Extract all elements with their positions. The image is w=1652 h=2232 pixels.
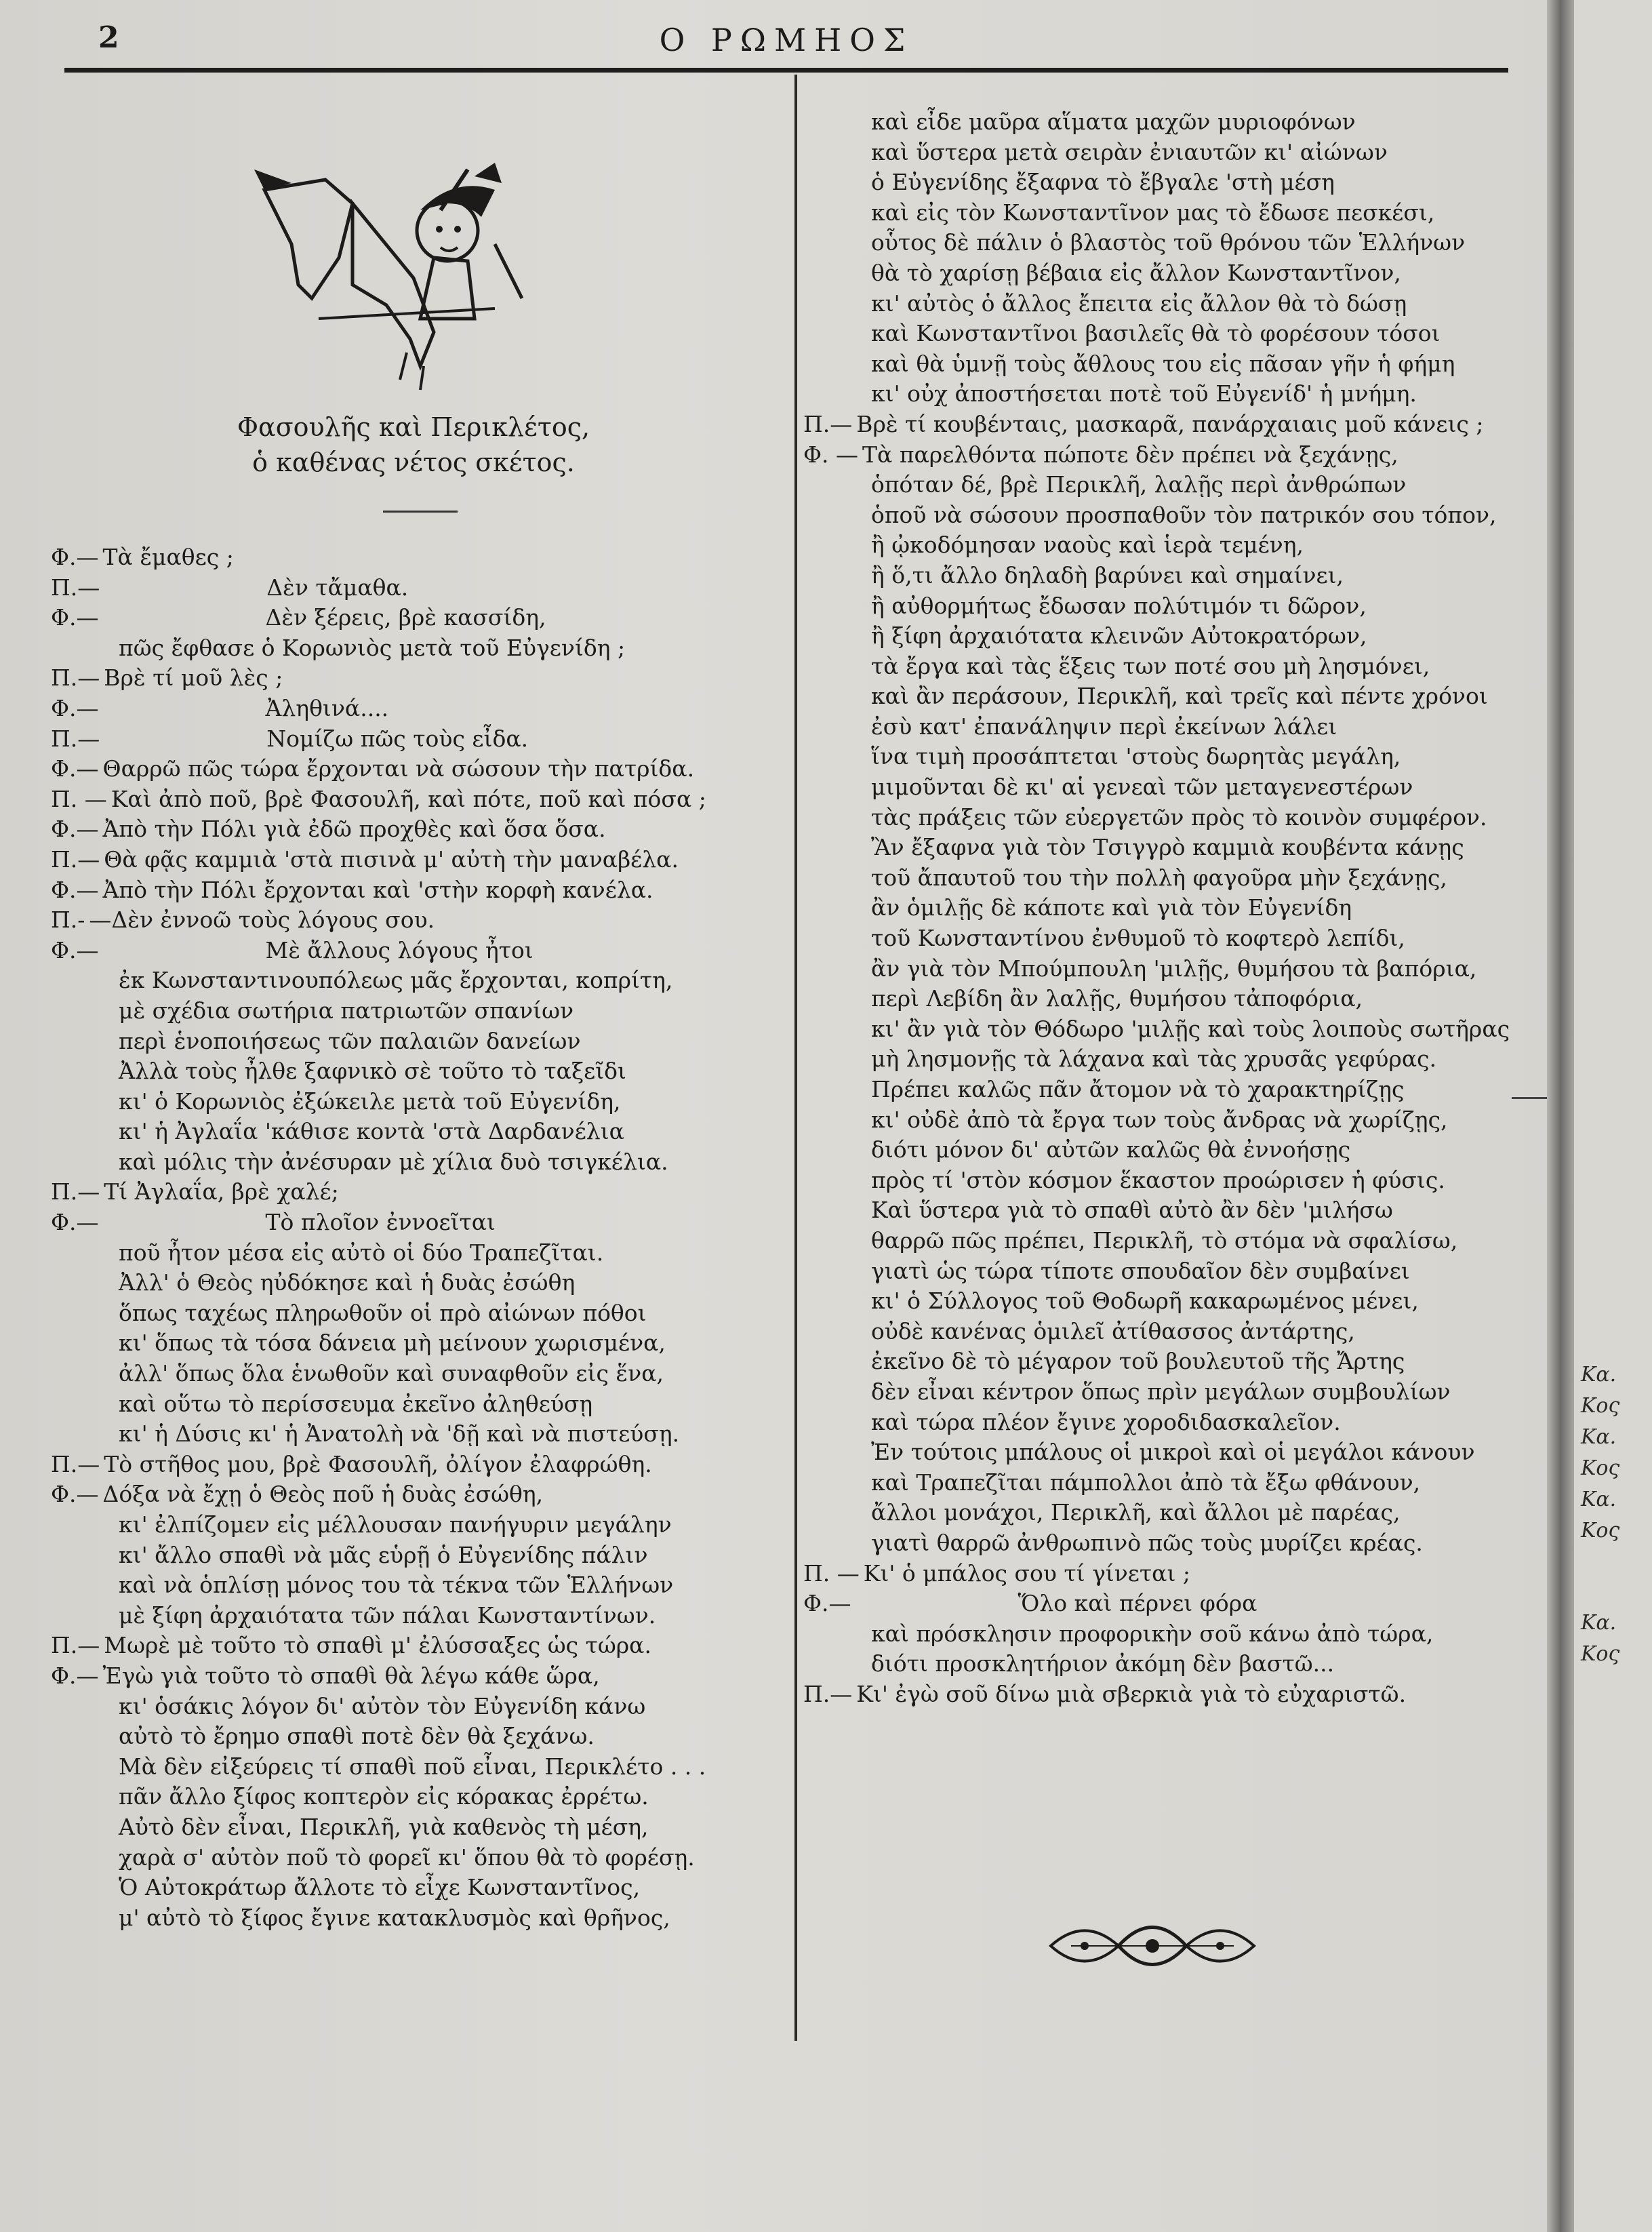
verse-line (803, 893, 1542, 923)
verse-line (803, 1075, 1542, 1105)
verse-line (51, 1208, 769, 1238)
verse-line (51, 1540, 769, 1571)
verse-text: πᾶν ἄλλο ξίφος κοπτερὸν εἰς κόρακας ἐρρέτω. (119, 1783, 649, 1810)
verse-line (803, 530, 1542, 561)
verse-line (803, 1619, 1542, 1650)
verse-line (803, 500, 1542, 531)
verse-text: ἂν γιὰ τὸν Μπούμπουλη 'μιλῇς, θυμήσου τὰ βαπόρια, (871, 955, 1477, 982)
verse-text: κι' ἡ Ἀγλαΐα 'κάθισε κοντὰ 'στὰ Δαρδανέλια (119, 1118, 624, 1145)
verse-line (803, 923, 1542, 954)
speaker-label: Φ.— (51, 1481, 99, 1508)
speaker-label: Φ.— (51, 936, 99, 963)
binding-gutter (1547, 0, 1574, 2232)
verse-text: κι' ὅπως τὰ τόσα δάνεια μὴ μείνουν χωρισμένα, (119, 1330, 666, 1357)
speaker-label: Φ.— (51, 544, 99, 570)
verse-text: Ἂν ἔξαφνα γιὰ τὸν Τσιγγρὸ καμμιὰ κουβέντα κάνῃς (871, 834, 1464, 861)
verse-text: καὶ πρόσκλησιν προφορικὴν σοῦ κάνω ἀπὸ τώρα, (871, 1620, 1434, 1647)
speaker-label: Φ. — (803, 441, 859, 468)
verse-text: κι' ἐλπίζομεν εἰς μέλλουσαν πανήγυριν μεγάλην (119, 1511, 672, 1538)
verse-line (803, 652, 1542, 682)
verse-line (803, 561, 1542, 591)
verse-text: Θαρρῶ πῶς τώρα ἔρχονται νὰ σώσουν τὴν πατρίδα. (102, 755, 695, 782)
verse-line (51, 1601, 769, 1631)
verse-line (803, 138, 1542, 168)
verse-text: Μὲ ἄλλους λόγους ἦτοι (265, 936, 533, 963)
verse-text: Δόξα νὰ ἔχῃ ὁ Θεὸς ποῦ ἡ δυὰς ἐσώθη, (102, 1481, 544, 1508)
speaker-label: Π. — (803, 1559, 860, 1587)
next-page-fragment: Κα. (1581, 1425, 1617, 1449)
next-page-fragment: Κος (1581, 1456, 1620, 1480)
verse-line (803, 1014, 1542, 1045)
verse-line (803, 681, 1542, 712)
verse-line (51, 1087, 769, 1117)
verse-line (803, 1589, 1542, 1619)
verse-text: ἢ αὐθορμήτως ἔδωσαν πολύτιμόν τι δῶρον, (871, 592, 1367, 619)
next-page-fragment: Κα. (1581, 1611, 1617, 1635)
verse-text: Μωρὲ μὲ τοῦτο τὸ σπαθὶ μ' ἐλύσσαξες ὡς τώρα. (104, 1632, 651, 1659)
verse-text: ἐσὺ κατ' ἐπανάληψιν περὶ ἐκείνων λάλει (871, 713, 1337, 740)
verse-line (803, 1528, 1542, 1559)
verse-text: τὰς πράξεις τῶν εὐεργετῶν πρὸς τὸ κοινὸν συμφέρον. (871, 803, 1487, 831)
verse-line (51, 1450, 769, 1480)
verse-text: κι' αὐτὸς ὁ ἄλλος ἔπειτα εἰς ἄλλον θὰ τὸ δώσῃ (871, 290, 1407, 317)
verse-text: Δὲν ξέρεις, βρὲ κασσίδη, (265, 604, 546, 631)
verse-line (51, 1479, 769, 1510)
verse-line (803, 1044, 1542, 1075)
verse-line (803, 1408, 1542, 1438)
verse-text: ποῦ ἦτον μέσα εἰς αὐτὸ οἱ δύο Τραπεζῖται. (119, 1239, 604, 1266)
next-page-fragment: Κος (1581, 1394, 1620, 1418)
verse-text: Βρὲ τί κουβένταις, μασκαρᾶ, πανάρχαιαις μοῦ κάνεις ; (856, 410, 1484, 437)
verse-line (803, 1226, 1542, 1256)
verse-line (51, 1177, 769, 1208)
verse-line (803, 1195, 1542, 1226)
verse-line (803, 289, 1542, 319)
verse-text: Τὸ πλοῖον ἐννοεῖται (265, 1209, 496, 1236)
verse-text: Ὁ Αὐτοκράτωρ ἄλλοτε τὸ εἶχε Κωνσταντῖνος, (119, 1874, 641, 1901)
speaker-label: Φ.— (51, 694, 99, 721)
verse-text: γιατὶ ὡς τώρα τίποτε σπουδαῖον δὲν συμβαίνει (871, 1257, 1410, 1284)
verse-line (803, 198, 1542, 228)
verse-text: τοῦ ἄπαυτοῦ του τὴν πολλὴ φαγοῦρα μὴν ξεχάνῃς, (871, 864, 1447, 891)
verse-text: ὁποῦ νὰ σώσουν προσπαθοῦν τὸν πατρικόν σου τόπον, (871, 501, 1497, 528)
verse-line (51, 633, 769, 664)
verse-text: Ἀπὸ τὴν Πόλι ἔρχονται καὶ 'στὴν κορφὴ κανέλα. (102, 876, 653, 903)
verse-text: ἂν ὁμιλῇς δὲ κάποτε καὶ γιὰ τὸν Εὐγενίδη (871, 894, 1352, 921)
verse-line (51, 1570, 769, 1601)
verse-text: Μὰ δὲν εἰξεύρεις τί σπαθὶ ποῦ εἶναι, Περικλέτο . . . (119, 1753, 706, 1780)
verse-line (803, 167, 1542, 198)
verse-line (51, 663, 769, 694)
verse-line (51, 1147, 769, 1178)
verse-text: μ' αὐτὸ τὸ ξίφος ἔγινε κατακλυσμὸς καὶ θρῆνος, (119, 1904, 670, 1931)
verse-text: Ἐν τούτοις μπάλους οἱ μικροὶ καὶ οἱ μεγάλοι κάνουν (871, 1439, 1475, 1466)
speaker-label: Π.— (51, 845, 100, 873)
verse-line (51, 1782, 769, 1812)
verse-line (803, 228, 1542, 258)
verse-text: Βρὲ τί μοῦ λὲς ; (104, 664, 283, 692)
verse-text: Τὰ ἔμαθες ; (102, 544, 234, 570)
verse-line (803, 1105, 1542, 1136)
verse-text: καὶ Κωνσταντῖνοι βασιλεῖς θὰ τὸ φορέσουν τόσοι (871, 320, 1441, 347)
ornament-flourish-icon (1044, 1909, 1261, 1983)
verse-line (51, 1721, 769, 1752)
verse-line (51, 1752, 769, 1782)
verse-text: θὰ τὸ χαρίσῃ βέβαια εἰς ἄλλον Κωνσταντῖνον, (871, 259, 1401, 286)
verse-line (803, 1165, 1542, 1196)
verse-line (803, 349, 1542, 380)
verse-text: κι' ὁ Σύλλογος τοῦ Θοδωρῆ κακαρωμένος μένει, (871, 1288, 1419, 1315)
verse-line (803, 1377, 1542, 1408)
verse-text: διότι προσκλητήριον ἀκόμη δὲν βαστῶ... (871, 1650, 1335, 1677)
speaker-label: Π.— (51, 1178, 100, 1205)
verse-line (51, 603, 769, 633)
verse-text: δὲν εἶναι κέντρον ὅπως πρὶν μεγάλων συμβουλίων (871, 1378, 1451, 1405)
verse-text: κι' οὐδὲ ἀπὸ τὰ ἔργα των τοὺς ἄνδρας νὰ χωρίζῃς, (871, 1106, 1448, 1133)
verse-line (51, 1510, 769, 1540)
speaker-label: Φ.— (51, 876, 99, 903)
verse-text: ἢ ᾠκοδόμησαν ναοὺς καὶ ἱερὰ τεμένη, (871, 532, 1304, 559)
caption-rule (383, 511, 458, 513)
verse-text: ἄλλοι μονάχοι, Περικλῆ, καὶ ἄλλοι μὲ παρέας, (871, 1499, 1401, 1526)
verse-text: Κι' ὁ μπάλος σου τί γίνεται ; (863, 1559, 1190, 1587)
verse-line (803, 470, 1542, 500)
verse-text: Ἀλλ' ὁ Θεὸς ηὐδόκησε καὶ ἡ δυὰς ἐσώθη (119, 1269, 576, 1296)
verse-line (51, 905, 769, 936)
verse-line (803, 1437, 1542, 1468)
speaker-label: Π.— (803, 1680, 853, 1707)
next-page-fragment: Κος (1581, 1642, 1620, 1666)
verse-line (51, 1359, 769, 1389)
left-column (51, 542, 769, 1933)
speaker-label: Π.— (51, 574, 100, 601)
speaker-label: Φ.— (803, 1590, 851, 1617)
verse-text: Αὐτὸ δὲν εἶναι, Περικλῆ, γιὰ καθενὸς τὴ μέση, (119, 1813, 649, 1840)
verse-text: κι' οὐχ ἀποστήσεται ποτὲ τοῦ Εὐγενίδ' ἡ μνήμη. (871, 380, 1417, 407)
verse-text: Δὲν τἄμαθα. (266, 574, 409, 601)
verse-text: Ὅλο καὶ πέρνει φόρα (1018, 1590, 1257, 1617)
verse-line (51, 1661, 769, 1692)
verse-line (803, 591, 1542, 622)
page-number: 2 (98, 20, 119, 55)
verse-line (803, 1286, 1542, 1317)
verse-text: Κι' ἐγὼ σοῦ δίνω μιὰ σβερκιὰ γιὰ τὸ εὐχαριστῶ. (856, 1680, 1407, 1707)
verse-line (803, 863, 1542, 894)
right-column (803, 107, 1542, 1709)
verse-text: καὶ τώρα πλέον ἔγινε χοροδιδασκαλεῖον. (871, 1408, 1341, 1435)
verse-line (803, 1498, 1542, 1528)
verse-line (51, 1056, 769, 1087)
speaker-label: Π.— (51, 1632, 100, 1659)
verse-line (51, 1873, 769, 1903)
verse-text: οὐδὲ κανένας ὁμιλεῖ ἀτίθασσος ἀντάρτης, (871, 1317, 1355, 1344)
speaker-label: Φ.— (51, 816, 99, 843)
verse-text: καὶ θὰ ὑμνῇ τοὺς ἄθλους του εἰς πᾶσαν γῆν ἡ φήμη (871, 350, 1455, 377)
verse-text: πρὸς τί 'στὸν κόσμον ἕκαστον προώρισεν ἡ φύσις. (871, 1166, 1445, 1193)
verse-line (51, 694, 769, 724)
next-page-edge (1574, 0, 1652, 2232)
verse-text: ἐκ Κωνσταντινουπόλεως μᾶς ἔρχονται, κοπρίτη, (119, 967, 673, 994)
column-divider (794, 75, 797, 2041)
verse-line (803, 803, 1542, 833)
next-page-fragment: Κος (1581, 1519, 1620, 1542)
verse-line (51, 1903, 769, 1934)
verse-line (51, 1328, 769, 1359)
verse-line (51, 1298, 769, 1329)
verse-line (51, 1812, 769, 1843)
verse-text: καὶ μόλις τὴν ἀνέσυραν μὲ χίλια δυὸ τσιγκέλια. (119, 1148, 668, 1175)
verse-text: καὶ εἰς τὸν Κωνσταντῖνον μας τὸ ἔδωσε πεσκέσι, (871, 199, 1435, 226)
verse-line (803, 1317, 1542, 1347)
verse-line (803, 772, 1542, 803)
speaker-label: Φ.— (51, 1209, 99, 1236)
speaker-label: Φ.— (51, 755, 99, 782)
verse-text: —Δὲν ἐννοῶ τοὺς λόγους σου. (89, 906, 435, 934)
verse-text: ὁπόταν δέ, βρὲ Περικλῆ, λαλῇς περὶ ἀνθρώπων (871, 471, 1407, 498)
speaker-label: Π.— (51, 1450, 100, 1477)
verse-text: μὴ λησμονῇς τὰ λάχανα καὶ τὰς χρυσᾶς γεφύρας. (871, 1045, 1437, 1073)
verse-text: ἢ ξίφη ἀρχαιότατα κλεινῶν Αὐτοκρατόρων, (871, 622, 1367, 650)
speaker-label: Φ.— (51, 1662, 99, 1689)
verse-line (51, 1389, 769, 1420)
verse-text: Θὰ φᾷς καμμιὰ 'στὰ πισινὰ μ' αὐτὴ τὴν μαναβέλα. (104, 845, 679, 873)
verse-text: περὶ ἑνοποιήσεως τῶν παλαιῶν δανείων (119, 1027, 581, 1054)
verse-text: καὶ νὰ ὁπλίσῃ μόνος του τὰ τέκνα τῶν Ἑλλήνων (119, 1572, 674, 1599)
verse-line (803, 410, 1542, 440)
verse-line (803, 621, 1542, 652)
verse-text: καὶ ὕστερα μετὰ σειρὰν ἐνιαυτῶν κι' αἰώνων (871, 138, 1388, 165)
verse-line (803, 1679, 1542, 1710)
verse-line (51, 1631, 769, 1661)
verse-line (51, 573, 769, 603)
verse-line (51, 1238, 769, 1269)
verse-text: γιατὶ θαρρῶ ἀνθρωπινὸ πῶς τοὺς μυρίζει κρέας. (871, 1529, 1423, 1556)
verse-line (51, 1117, 769, 1147)
verse-line (51, 724, 769, 755)
verse-line (51, 996, 769, 1027)
verse-text: καὶ οὕτω τὸ περίσσευμα ἐκεῖνο ἀληθεύσῃ (119, 1390, 593, 1417)
verse-line (803, 319, 1542, 349)
verse-line (51, 1419, 769, 1450)
header-rule (64, 68, 1508, 73)
verse-text: οὗτος δὲ πάλιν ὁ βλαστὸς τοῦ θρόνου τῶν Ἑλλήνων (871, 229, 1466, 256)
verse-text: ἢ ὅ,τι ἄλλο δηλαδὴ βαρύνει καὶ σημαίνει, (871, 561, 1344, 589)
verse-text: Νομίζω πῶς τοὺς εἶδα. (266, 725, 529, 752)
verse-line (51, 754, 769, 784)
verse-line (51, 1843, 769, 1873)
speaker-label: Π. — (51, 785, 107, 812)
verse-line (51, 845, 769, 875)
verse-text: ἵνα τιμὴ προσάπτεται 'στοὺς δωρητὰς μεγάλη, (871, 743, 1401, 770)
verse-line (803, 712, 1542, 742)
cartoon-fasoulis-periklis-icon (251, 163, 536, 393)
verse-text: καὶ Τραπεζῖται πάμπολλοι ἀπὸ τὰ ἔξω φθάνουν, (871, 1469, 1421, 1496)
verse-line (803, 379, 1542, 410)
verse-line (803, 1135, 1542, 1165)
journal-title: Ο ΡΩΜΗΟΣ (659, 22, 914, 58)
verse-line (51, 784, 769, 815)
verse-text: τοῦ Κωνσταντίνου ἐνθυμοῦ τὸ κοφτερὸ λεπίδι, (871, 925, 1405, 952)
caption-line-2: ὁ καθένας νέτος σκέτος. (252, 447, 575, 477)
verse-line (51, 1692, 769, 1722)
next-page-fragment: Κα. (1581, 1488, 1617, 1511)
verse-text: περὶ Λεβίδη ἂν λαλῇς, θυμήσου τἀποφόρια, (871, 985, 1363, 1012)
verse-line (51, 1027, 769, 1057)
verse-text: κι' ὁσάκις λόγον δι' αὐτὸν τὸν Εὐγενίδη κάνω (119, 1692, 646, 1719)
verse-text: αὐτὸ τὸ ἔρημο σπαθὶ ποτὲ δὲν θὰ ξεχάνω. (119, 1723, 595, 1750)
speaker-label: Π.— (803, 410, 853, 437)
verse-text: Πρέπει καλῶς πᾶν ἄτομον νὰ τὸ χαρακτηρίζῃς (871, 1076, 1405, 1102)
verse-text: Καὶ ἀπὸ ποῦ, βρὲ Φασουλῆ, καὶ πότε, ποῦ καὶ πόσα ; (110, 785, 706, 812)
verse-text: κι' ὁ Κορωνιὸς ἐξώκειλε μετὰ τοῦ Εὐγενίδη, (119, 1088, 621, 1115)
verse-text: κι' ἄλλο σπαθὶ νὰ μᾶς εὑρῇ ὁ Εὐγενίδης πάλιν (119, 1541, 648, 1568)
speaker-label: Π.- (51, 906, 85, 934)
verse-text: κι' ἡ Δύσις κι' ἡ Ἀνατολὴ νὰ 'δῇ καὶ νὰ πιστεύσῃ. (119, 1420, 680, 1448)
verse-line (803, 1347, 1542, 1377)
verse-line (803, 833, 1542, 863)
verse-line (803, 1649, 1542, 1679)
verse-line (803, 742, 1542, 772)
verse-line (803, 984, 1542, 1014)
verse-text: Ἀλλὰ τοὺς ἦλθε ξαφνικὸ σὲ τοῦτο τὸ ταξεῖδι (119, 1058, 626, 1085)
verse-line (51, 936, 769, 966)
speaker-label: Π.— (51, 664, 100, 692)
verse-text: καὶ ἂν περάσουν, Περικλῆ, καὶ τρεῖς καὶ πέντε χρόνοι (871, 683, 1488, 710)
verse-text: τὰ ἔργα καὶ τὰς ἕξεις των ποτέ σου μὴ λησμόνει, (871, 652, 1430, 679)
speaker-label: Φ.— (51, 604, 99, 631)
verse-line (51, 1268, 769, 1298)
verse-line (51, 875, 769, 906)
verse-text: Ἐγὼ γιὰ τοῦτο τὸ σπαθὶ θὰ λέγω κάθε ὥρα, (102, 1662, 600, 1689)
verse-line (803, 1468, 1542, 1498)
verse-text: Τί Ἀγλαΐα, βρὲ χαλέ; (104, 1178, 339, 1205)
verse-line (803, 258, 1542, 289)
verse-text: πῶς ἔφθασε ὁ Κορωνιὸς μετὰ τοῦ Εὐγενίδη ; (119, 634, 626, 661)
verse-text: χαρὰ σ' αὐτὸν ποῦ τὸ φορεῖ κι' ὅπου θὰ τὸ φορέσῃ. (119, 1844, 695, 1871)
next-page-fragment: Κα. (1581, 1363, 1617, 1387)
verse-text: καὶ εἶδε μαῦρα αἵματα μαχῶν μυριοφόνων (871, 108, 1356, 135)
verse-text: ὅπως ταχέως πληρωθοῦν οἱ πρὸ αἰώνων πόθοι (119, 1299, 647, 1326)
verse-line (51, 965, 769, 996)
verse-text: μὲ σχέδια σωτήρια πατριωτῶν σπανίων (119, 997, 574, 1024)
caption-line-1: Φασουλῆς καὶ Περικλέτος, (237, 412, 590, 442)
speaker-label: Π.— (51, 725, 100, 752)
verse-text: Καὶ ὕστερα γιὰ τὸ σπαθὶ αὐτὸ ἂν δὲν 'μιλήσω (871, 1197, 1393, 1224)
verse-line (51, 542, 769, 573)
page-header (64, 12, 1508, 66)
verse-text: διότι μόνον δι' αὐτῶν καλῶς θὰ ἐννοήσῃς (871, 1136, 1351, 1163)
verse-text: μιμοῦνται δὲ κι' αἱ γενεαὶ τῶν μεταγενεστέρων (871, 774, 1413, 801)
verse-text: κι' ἂν γιὰ τὸν Θόδωρο 'μιλῇς καὶ τοὺς λοιποὺς σωτῆρας (871, 1015, 1510, 1042)
verse-text: ἐκεῖνο δὲ τὸ μέγαρον τοῦ βουλευτοῦ τῆς Ἄρτης (871, 1348, 1405, 1375)
verse-text: ἀλλ' ὅπως ὅλα ἑνωθοῦν καὶ συναφθοῦν εἰς ἕνα, (119, 1360, 664, 1387)
verse-line (803, 1559, 1542, 1589)
verse-line (51, 814, 769, 845)
verse-line (803, 1256, 1542, 1287)
verse-line (803, 440, 1542, 471)
verse-text: Ἀπὸ τὴν Πόλι γιὰ ἐδῶ προχθὲς καὶ ὅσα ὅσα. (102, 816, 606, 843)
verse-text: μὲ ξίφη ἀρχαιότατα τῶν πάλαι Κωνσταντίνων. (119, 1601, 656, 1629)
verse-line (803, 107, 1542, 138)
verse-text: Ἀληθινά.... (265, 694, 389, 721)
verse-line (803, 954, 1542, 984)
verse-text: Τὸ στῆθος μου, βρὲ Φασουλῆ, ὀλίγον ἐλαφρώθη. (104, 1450, 652, 1477)
verse-text: θαρρῶ πῶς πρέπει, Περικλῆ, τὸ στόμα νὰ σφαλίσω, (871, 1227, 1458, 1254)
verse-text: Τὰ παρελθόντα πώποτε δὲν πρέπει νὰ ξεχάνῃς, (862, 441, 1398, 468)
verse-text: ὁ Εὐγενίδης ἔξαφνα τὸ ἔβγαλε 'στὴ μέση (871, 169, 1335, 196)
